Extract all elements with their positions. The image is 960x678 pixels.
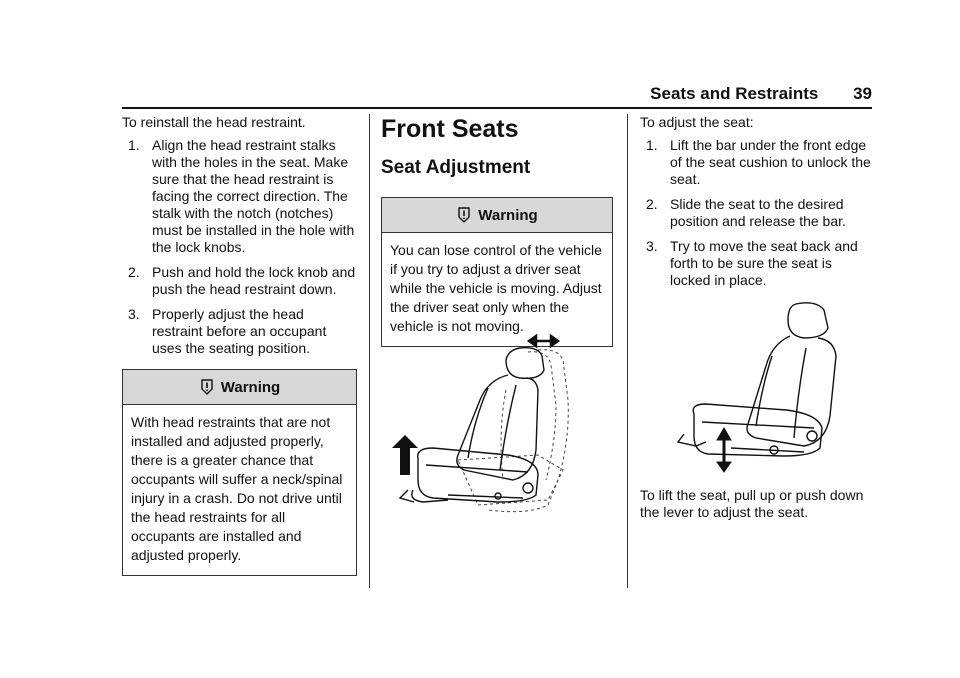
- step-text: Try to move the seat back and forth to be sure the seat is locked in place.: [670, 238, 858, 288]
- column-right: [640, 114, 875, 520]
- step-number: 2.: [646, 196, 658, 212]
- page-number: 39: [853, 84, 872, 103]
- steps-list: [122, 137, 357, 357]
- page-title: Front Seats: [381, 115, 519, 143]
- step-text: Properly adjust the head restraint before an occupant uses the seating position.: [152, 306, 327, 356]
- step-number: 1.: [128, 137, 140, 153]
- list-item: [640, 196, 875, 230]
- header-rule: [122, 107, 872, 109]
- warning-box: [122, 369, 357, 576]
- step-number: 3.: [128, 306, 140, 322]
- intro-text: To adjust the seat:: [640, 114, 754, 130]
- step-text: Align the head restraint stalks with the holes in the seat. Make sure that the head restraint is facing the correct direction. The stalk with the notch (notches) must be installed in the hole with the lock knobs.: [152, 137, 355, 255]
- warning-header: [382, 198, 612, 233]
- warning-header: [123, 370, 356, 405]
- step-number: 2.: [128, 264, 140, 280]
- section-heading: Seat Adjustment: [381, 157, 531, 178]
- step-text: Slide the seat to the desired position and release the bar.: [670, 196, 846, 229]
- list-item: [122, 306, 357, 357]
- column-divider: [369, 114, 370, 588]
- page-header: [650, 84, 872, 104]
- warning-text: You can lose control of the vehicle if you try to adjust a driver seat while the vehicle is moving. Adjust the driver seat only when the vehicle is not moving.: [390, 242, 602, 334]
- seat-slide-illustration: [676, 296, 846, 474]
- list-item: [122, 264, 357, 298]
- column-divider: [627, 114, 628, 588]
- column-left: [122, 114, 357, 576]
- horizontal-arrow-icon: [529, 336, 558, 346]
- section-title: Seats and Restraints: [650, 84, 819, 103]
- warning-box: [381, 197, 613, 347]
- step-number: 1.: [646, 137, 658, 153]
- warning-title: Warning: [220, 378, 281, 396]
- steps-list: [640, 137, 875, 289]
- column-middle: [381, 114, 613, 347]
- step-text: Lift the bar under the front edge of the seat cushion to unlock the seat.: [670, 137, 871, 187]
- up-arrow-icon: [392, 435, 418, 475]
- list-item: [122, 137, 357, 256]
- intro-text: To reinstall the head restraint.: [122, 114, 306, 130]
- step-text: Push and hold the lock knob and push the head restraint down.: [152, 264, 356, 297]
- list-item: [640, 238, 875, 289]
- list-item: [640, 137, 875, 188]
- step-number: 3.: [646, 238, 658, 254]
- lift-note: To lift the seat, pull up or push down the lever to adjust the seat.: [640, 487, 864, 520]
- seat-adjust-illustration: [388, 330, 580, 530]
- warning-text: With head restraints that are not installed and adjusted properly, there is a greater chance that occupants will suffer a neck/spinal injury in a crash. Do not drive until the head restraints for all occupants are installed and adjusted properly.: [131, 414, 343, 563]
- warning-icon: [456, 207, 472, 223]
- vertical-arrow-icon: [717, 428, 731, 472]
- warning-icon: [199, 379, 215, 395]
- warning-title: Warning: [478, 206, 538, 224]
